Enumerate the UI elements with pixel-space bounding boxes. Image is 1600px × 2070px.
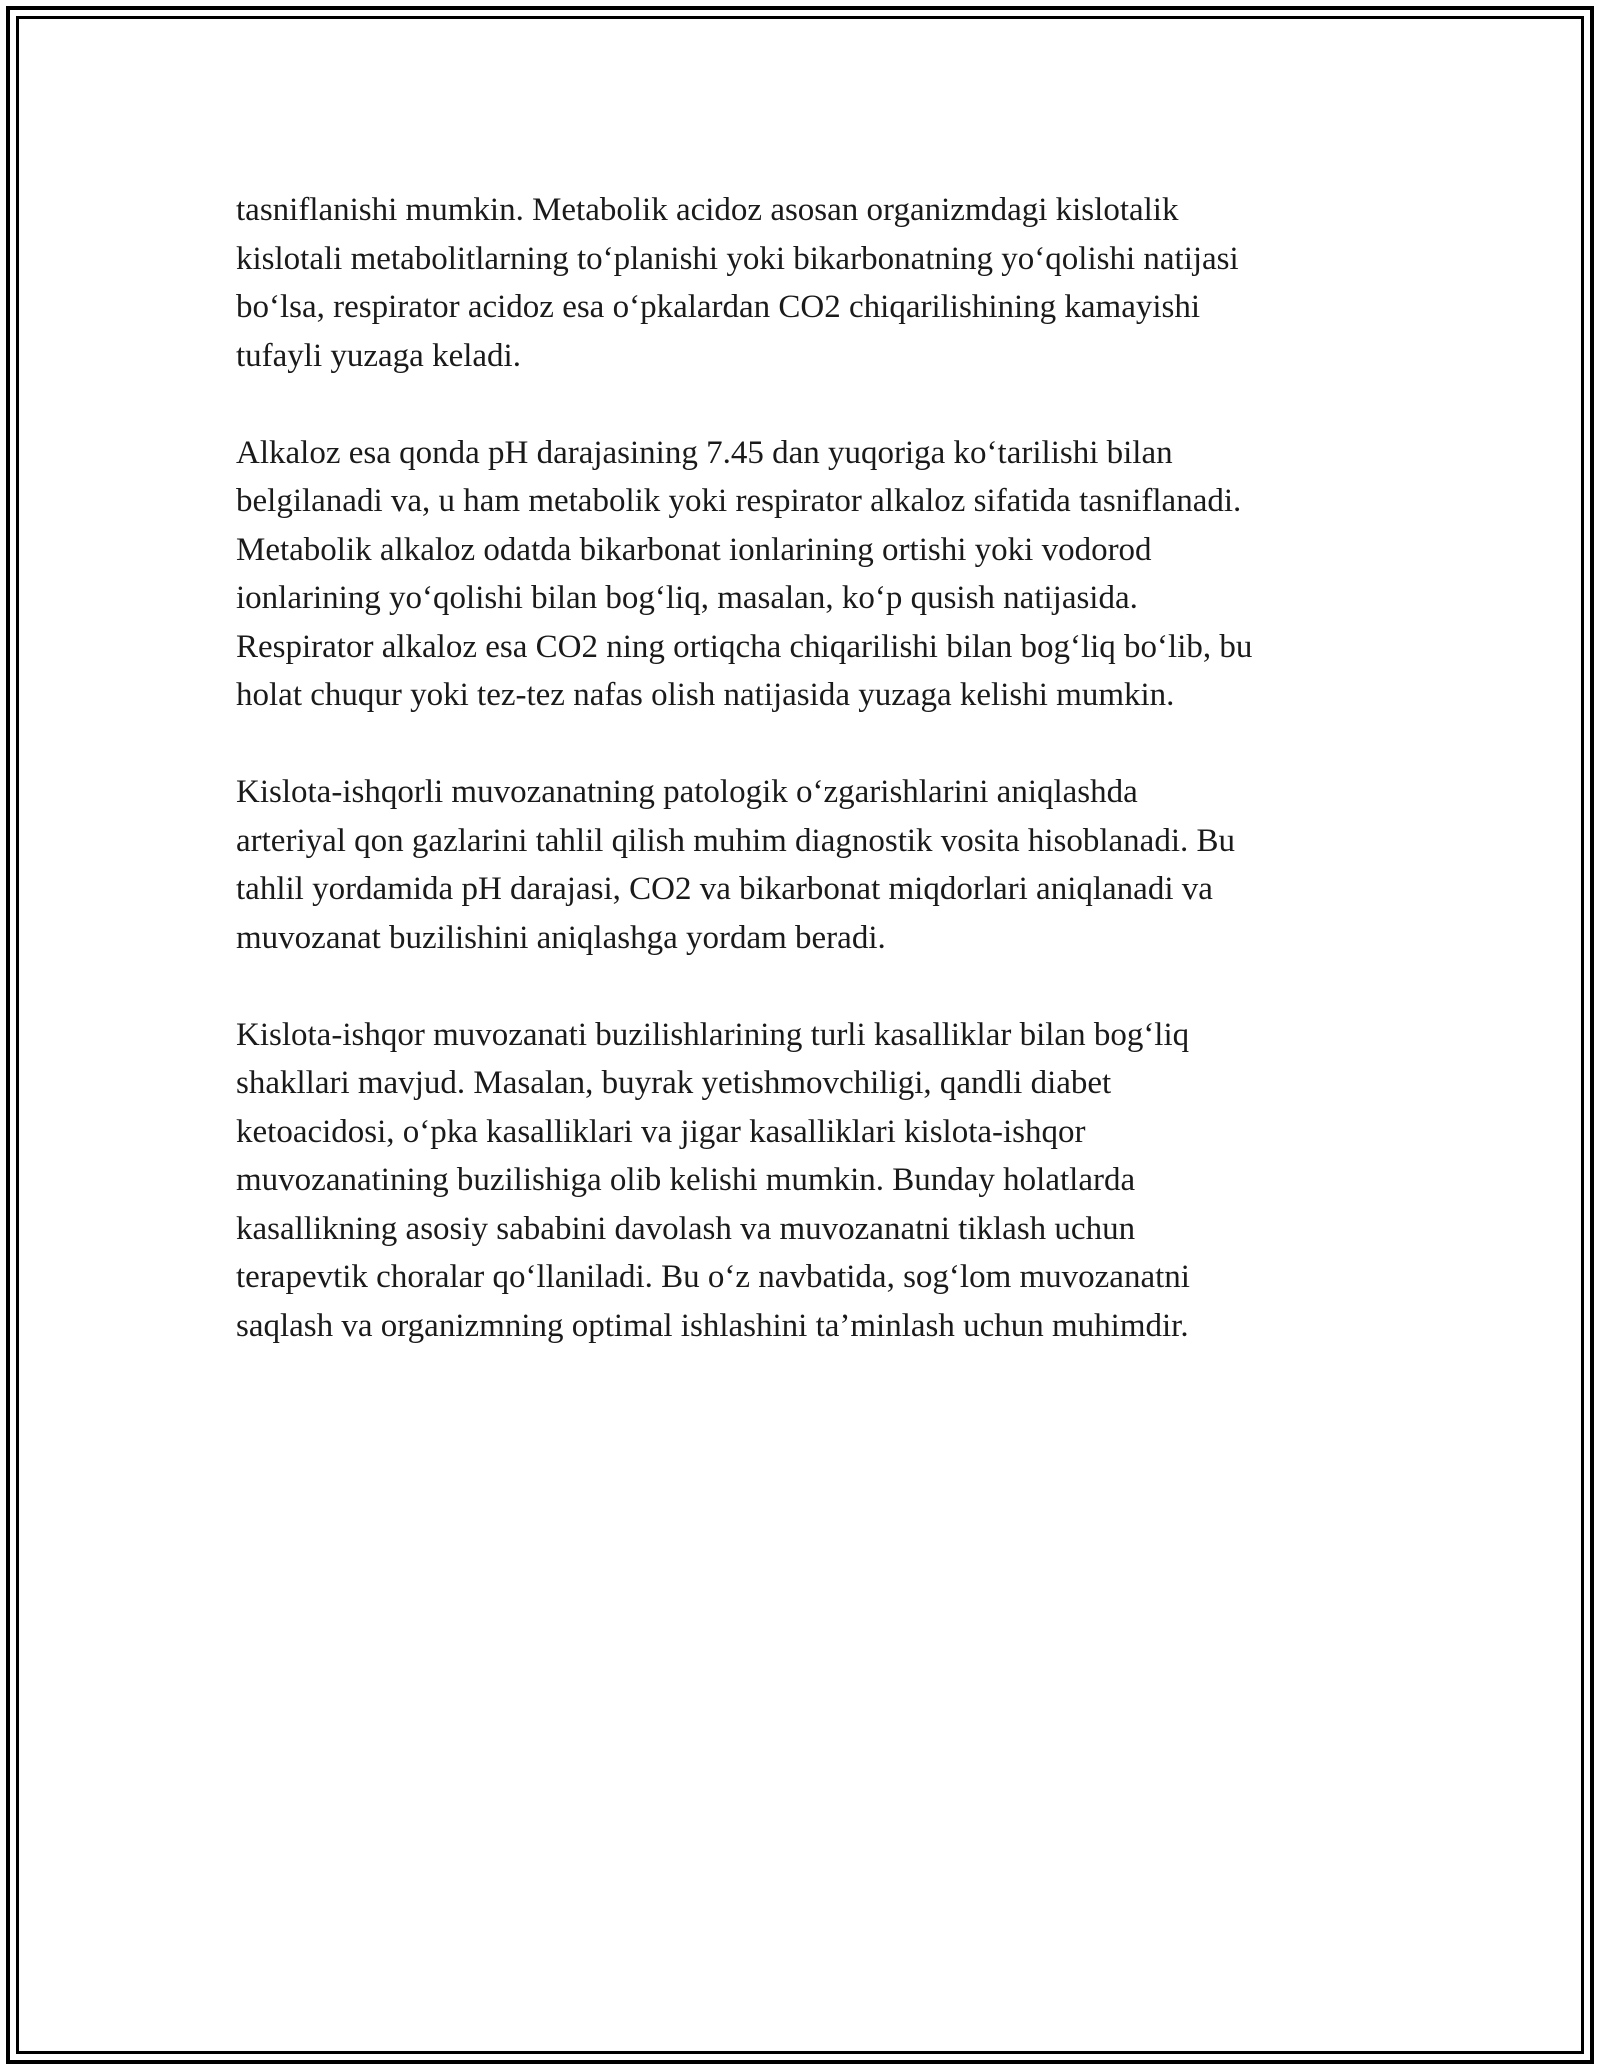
text-line: holat chuqur yoki tez-tez nafas olish natijasida yuzaga kelishi mumkin. bbox=[236, 677, 1175, 713]
text-line: terapevtik choralar qo‘llaniladi. Bu o‘z navbatida, sog‘lom muvozanatni bbox=[236, 1259, 1190, 1295]
paragraph-alkalosis bbox=[236, 429, 1386, 720]
paragraph-acidosis bbox=[236, 186, 1386, 380]
text-line: belgilanadi va, u ham metabolik yoki respirator alkaloz sifatida tasniflanadi. bbox=[236, 483, 1242, 519]
text-line: Kislota-ishqorli muvozanatning patologik o‘zgarishlarini aniqlashda bbox=[236, 774, 1138, 810]
text-line: Alkaloz esa qonda pH darajasining 7.45 dan yuqoriga ko‘tarilishi bilan bbox=[236, 434, 1173, 471]
text-line: Respirator alkaloz esa CO2 ning ortiqcha chiqarilishi bilan bog‘liq bo‘lib, bu bbox=[236, 628, 1253, 665]
paragraph-diseases bbox=[236, 1011, 1386, 1351]
text-line: shakllari mavjud. Masalan, buyrak yetishmovchiligi, qandli diabet bbox=[236, 1065, 1112, 1101]
text-line: ketoacidosi, o‘pka kasalliklari va jigar kasalliklari kislota-ishqor bbox=[236, 1113, 1086, 1150]
text-line: tasniflanishi mumkin. Metabolik acidoz asosan organizmdagi kislotalik bbox=[236, 192, 1179, 228]
text-line: ionlarining yo‘qolishi bilan bog‘liq, masalan, ko‘p qusish natijasida. bbox=[236, 580, 1138, 616]
document-body bbox=[236, 186, 1386, 1399]
text-line: kislotali metabolitlarning to‘planishi yoki bikarbonatning yo‘qolishi natijasi bbox=[236, 240, 1239, 277]
text-line: Metabolik alkaloz odatda bikarbonat ionlarining ortishi yoki vodorod bbox=[236, 531, 1152, 568]
text-line: kasallikning asosiy sababini davolash va muvozanatni tiklash uchun bbox=[236, 1210, 1136, 1247]
text-line: arteriyal qon gazlarini tahlil qilish muhim diagnostik vosita hisoblanadi. Bu bbox=[236, 822, 1236, 859]
paragraph-diagnostics bbox=[236, 768, 1386, 962]
text-line: tahlil yordamida pH darajasi, CO2 va bikarbonat miqdorlari aniqlanadi va bbox=[236, 871, 1213, 907]
text-line: saqlash va organizmning optimal ishlashini ta’minlash uchun muhimdir. bbox=[236, 1307, 1189, 1344]
text-line: muvozanat buzilishini aniqlashga yordam beradi. bbox=[236, 919, 886, 956]
text-line: tufayli yuzaga keladi. bbox=[236, 337, 521, 374]
text-line: muvozanatining buzilishiga olib kelishi mumkin. Bunday holatlarda bbox=[236, 1162, 1136, 1198]
text-line: bo‘lsa, respirator acidoz esa o‘pkalardan CO2 chiqarilishining kamayishi bbox=[236, 289, 1201, 325]
text-line: Kislota-ishqor muvozanati buzilishlarining turli kasalliklar bilan bog‘liq bbox=[236, 1016, 1190, 1053]
